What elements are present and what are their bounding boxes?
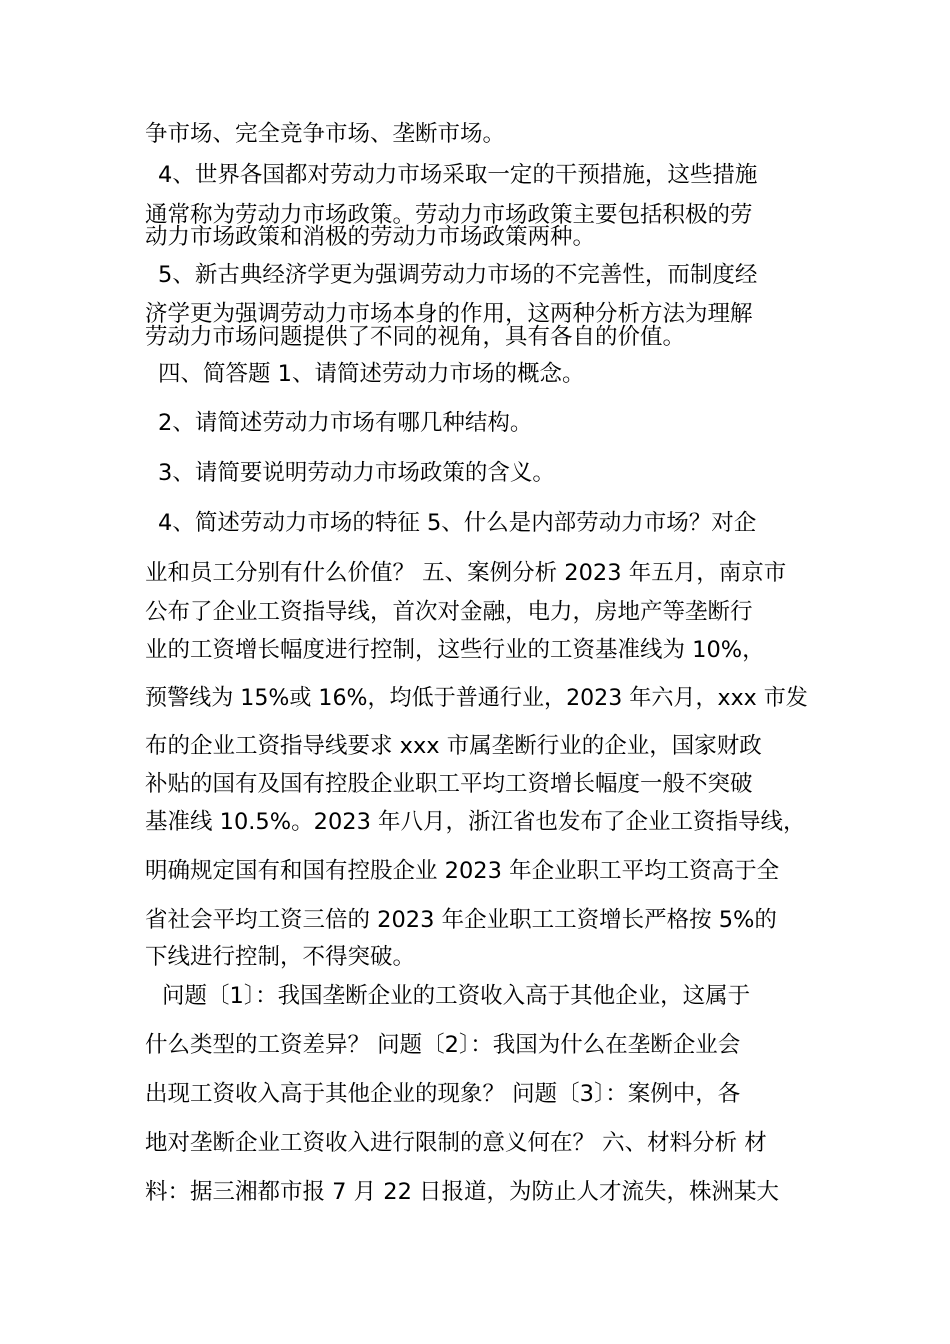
text-line: 通常称为劳动力市场政策。劳动力市场政策主要包括积极的劳 <box>145 202 753 228</box>
text-line: 3、请简要说明劳动力市场政策的含义。 <box>158 460 555 486</box>
text-line: 补贴的国有及国有控股企业职工平均工资增长幅度一般不突破 <box>145 771 753 797</box>
text-line: 2、请简述劳动力市场有哪几种结构。 <box>158 410 533 436</box>
text-line: 什么类型的工资差异？ 问题〔2〕：我国为什么在垄断企业会 <box>145 1032 741 1058</box>
text-line: 5、新古典经济学更为强调劳动力市场的不完善性，而制度经 <box>158 262 758 288</box>
text-line: 4、简述劳动力市场的特征 5、什么是内部劳动力市场？对企 <box>158 510 757 536</box>
text-line: 业的工资增长幅度进行控制，这些行业的工资基准线为 10%， <box>145 637 765 663</box>
text-line: 四、简答题 1、请简述劳动力市场的概念。 <box>158 361 585 387</box>
text-line: 出现工资收入高于其他企业的现象？ 问题〔3〕：案例中，各 <box>145 1081 741 1107</box>
text-line: 问题〔1〕：我国垄断企业的工资收入高于其他企业，这属于 <box>162 983 751 1009</box>
text-line: 动力市场政策和消极的劳动力市场政策两种。 <box>145 224 596 250</box>
text-line: 料：据三湘都市报 7 月 22 日报道，为防止人才流失，株洲某大 <box>145 1179 780 1205</box>
text-line: 济学更为强调劳动力市场本身的作用，这两种分析方法为理解 <box>145 301 753 327</box>
text-line: 业和员工分别有什么价值？ 五、案例分析 2023 年五月，南京市 <box>145 560 787 586</box>
text-line: 公布了企业工资指导线，首次对金融，电力，房地产等垄断行 <box>145 599 753 625</box>
text-line: 劳动力市场问题提供了不同的视角，具有各自的价值。 <box>145 324 686 350</box>
text-line: 布的企业工资指导线要求 xxx 市属垄断行业的企业，国家财政 <box>145 733 762 759</box>
text-line: 4、世界各国都对劳动力市场采取一定的干预措施，这些措施 <box>158 162 758 188</box>
text-line: 省社会平均工资三倍的 2023 年企业职工工资增长严格按 5%的 <box>145 907 777 933</box>
text-line: 下线进行控制，不得突破。 <box>145 944 416 970</box>
text-line: 地对垄断企业工资收入进行限制的意义何在？ 六、材料分析 材 <box>145 1130 767 1156</box>
text-line: 基准线 10.5%。2023 年八月，浙江省也发布了企业工资指导线， <box>145 809 806 835</box>
text-line: 争市场、完全竞争市场、垄断市场。 <box>145 121 506 147</box>
text-line: 明确规定国有和国有控股企业 2023 年企业职工平均工资高于全 <box>145 858 780 884</box>
text-line: 预警线为 15%或 16%，均低于普通行业，2023 年六月，xxx 市发 <box>145 685 808 711</box>
